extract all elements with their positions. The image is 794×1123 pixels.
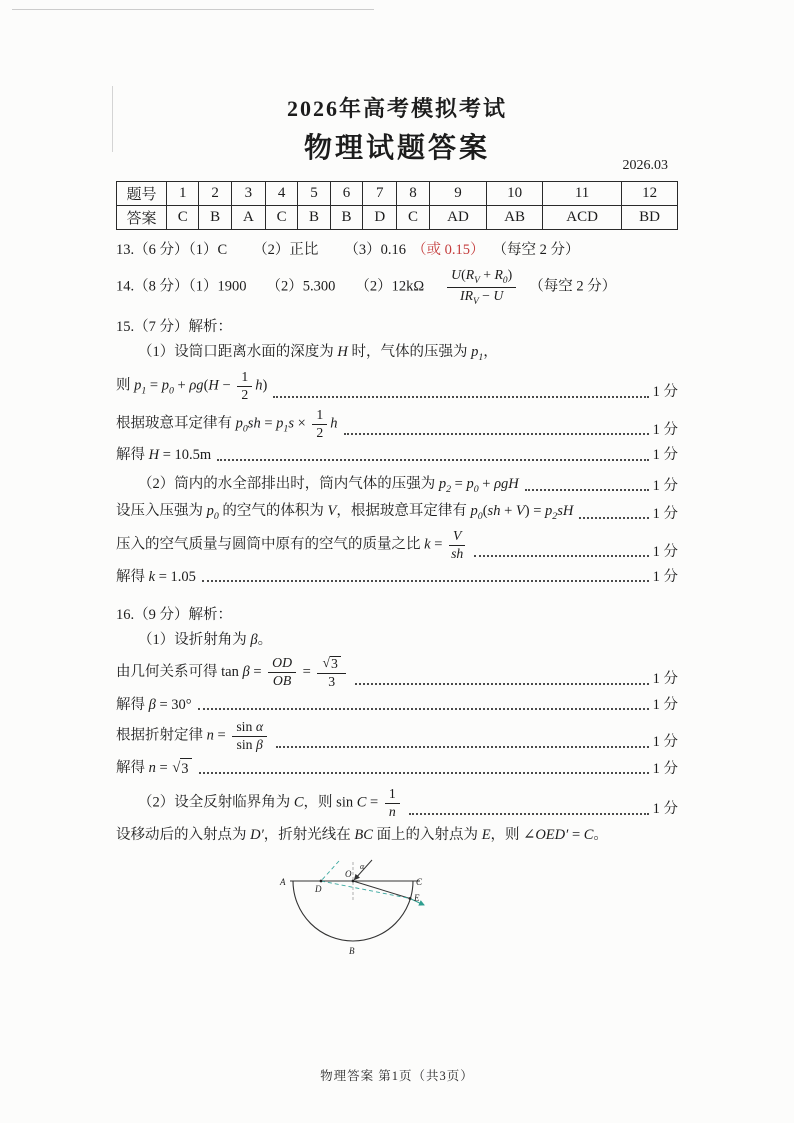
subscript: 0 (502, 276, 508, 287)
q14-line (116, 268, 678, 307)
exam-title: 2026年高考模拟考试 (286, 96, 507, 121)
math-variable: sh (451, 546, 464, 562)
scan-artifact-top-line (12, 9, 374, 10)
text: 根据折射定律 (116, 727, 207, 744)
text: 解得 (116, 696, 149, 713)
numerator (312, 408, 327, 425)
subscript: 0 (242, 423, 248, 435)
math-variable: R (465, 267, 475, 283)
text: = (299, 663, 315, 680)
dot-leader (525, 489, 649, 491)
text: 则 (116, 377, 135, 394)
answer-cell: B (199, 206, 231, 230)
question-number-cell: 10 (487, 182, 543, 206)
text: （1）设折射角为 (138, 632, 251, 649)
math-variable: h (330, 415, 338, 432)
shifted-refracted-ray-DE-dashed (321, 881, 410, 899)
answer-content (116, 181, 678, 962)
math-variable: V (327, 503, 337, 520)
question-number-cell: 5 (298, 182, 330, 206)
text: 3 (328, 673, 336, 689)
text: 的空气的体积为 (218, 503, 328, 520)
score-label: 1 分 (652, 696, 678, 713)
text: 2 (241, 386, 249, 402)
math-variable: OB (272, 673, 292, 689)
dot-leader (198, 708, 649, 710)
math-variable: sh (487, 503, 501, 520)
q16-1-setup (116, 630, 678, 650)
q13-line (116, 240, 678, 260)
q16-snell (116, 720, 678, 753)
answer-row (117, 206, 678, 230)
math-variable: β (250, 632, 258, 649)
answer-cell: A (231, 206, 265, 230)
text: （2）正比 (253, 242, 319, 258)
math-variable: β (242, 663, 250, 680)
text: 。 (593, 826, 608, 843)
math-variable: R (494, 267, 503, 283)
text: × (293, 415, 310, 432)
q15-header (116, 317, 678, 337)
text: 1 (316, 406, 324, 422)
denominator (273, 673, 291, 689)
subscript: 1 (283, 423, 289, 435)
text: 解得 (116, 447, 149, 464)
text: 根据玻意耳定律有 (116, 415, 236, 432)
optics-diagram-svg (268, 859, 468, 957)
text: = (146, 377, 162, 394)
subscript: V (473, 296, 479, 307)
label-alpha: α (360, 861, 365, 871)
denominator (328, 674, 335, 690)
math-variable: H (337, 344, 348, 361)
numerator (237, 370, 252, 387)
text: 1 (241, 368, 249, 384)
fraction (232, 720, 267, 753)
text: ) = (524, 503, 546, 520)
text: = (260, 415, 277, 432)
fraction (312, 408, 327, 441)
question-number-cell: 3 (231, 182, 265, 206)
line-content (116, 695, 192, 715)
text: ， (483, 344, 498, 361)
q15-ratio (116, 529, 678, 562)
denominator (316, 425, 323, 441)
denominator (451, 546, 463, 562)
math-variable: C (356, 794, 367, 811)
subscript: 0 (168, 385, 174, 397)
text: 。 (257, 632, 273, 649)
line-content (116, 605, 232, 625)
text: （1）设筒口距离水面的深度为 (138, 344, 338, 361)
text: ( (461, 267, 466, 283)
line-content (116, 720, 270, 753)
answer-table-body (117, 182, 678, 230)
radicand (180, 758, 191, 779)
text: + (478, 475, 495, 492)
math-variable: OED′ (535, 826, 569, 843)
point-E-dot (409, 897, 412, 900)
text: 设压入压强为 (116, 503, 207, 520)
text: ，折射光线在 (263, 826, 355, 843)
score-label: 1 分 (652, 760, 678, 777)
math-variable: h (255, 377, 263, 394)
point-O-dot (352, 880, 355, 883)
text: 2 (316, 424, 324, 440)
text: = (213, 727, 230, 744)
q15-eq-p1 (116, 370, 678, 403)
optics-figure (268, 859, 468, 962)
dot-leader (276, 746, 649, 748)
dot-leader (409, 813, 649, 815)
fraction (268, 656, 296, 689)
denominator (460, 288, 503, 307)
answer-cell: BD (622, 206, 678, 230)
dot-leader (202, 580, 649, 582)
numerator (385, 787, 400, 804)
math-variable: sH (557, 503, 574, 520)
math-variable: p (235, 415, 243, 432)
q16-2-moved (116, 825, 678, 845)
line-content (138, 787, 403, 820)
text: ，则 sin (303, 794, 357, 811)
line-content (116, 501, 573, 524)
subscript: 2 (552, 511, 558, 523)
question-number-cell: 9 (429, 182, 487, 206)
text: 1 (388, 785, 396, 801)
answer-cell: AB (487, 206, 543, 230)
question-number-cell: 6 (330, 182, 362, 206)
numerator (447, 268, 516, 288)
line-content (116, 240, 580, 260)
text: + (173, 377, 190, 394)
text: （2）12kΩ (355, 278, 425, 295)
text: ，根据玻意耳定律有 (336, 503, 471, 520)
square-root (322, 656, 340, 672)
score-label: 1 分 (652, 568, 678, 585)
text: = 1.05 (155, 568, 196, 585)
math-variable: U (451, 267, 462, 283)
dot-leader (344, 433, 649, 435)
content-lines (116, 240, 678, 845)
score-label: 1 分 (652, 801, 678, 818)
subscript: 1 (478, 352, 484, 364)
q16-n (116, 758, 678, 779)
line-content (138, 630, 272, 650)
text: 面上的入射点为 (372, 826, 482, 843)
math-variable: H (148, 447, 160, 464)
dot-leader (199, 772, 649, 774)
numerator (317, 656, 345, 674)
radicand (330, 656, 341, 672)
text: 3 (181, 760, 189, 777)
answer-cell: D (363, 206, 397, 230)
math-variable: α (255, 718, 264, 734)
text: 16.（9 分）解析： (116, 607, 232, 624)
text: （2）5.300 (266, 278, 336, 295)
score-label: 1 分 (652, 422, 678, 439)
question-number-cell: 7 (363, 182, 397, 206)
math-variable: β (148, 696, 156, 713)
answer-cell: ACD (543, 206, 622, 230)
question-number-cell: 11 (543, 182, 622, 206)
answer-cell: C (265, 206, 297, 230)
math-variable: D′ (250, 826, 264, 843)
math-variable: p (161, 377, 169, 394)
subscript: 0 (473, 483, 479, 495)
text: + (500, 503, 516, 520)
text: 解得 (116, 568, 149, 585)
fraction (237, 370, 252, 403)
math-variable: C (583, 826, 594, 843)
question-number-cell: 2 (199, 182, 231, 206)
text: ) (262, 377, 268, 394)
math-variable: p (206, 503, 214, 520)
text: − (478, 288, 494, 304)
question-number-cell: 4 (265, 182, 297, 206)
shifted-incident-ray-dashed (321, 861, 339, 881)
text: 压入的空气质量与圆筒中原有的空气的质量之比 (116, 536, 425, 553)
math-variable: IR (460, 288, 474, 304)
fraction (317, 656, 345, 690)
score-label: 1 分 (652, 734, 678, 751)
text: （3）0.16 (344, 242, 407, 258)
q16-header (116, 605, 678, 625)
math-variable: k (148, 568, 156, 585)
math-variable: ρg (189, 377, 204, 394)
text: （2）设全反射临界角为 (138, 794, 294, 811)
text: （每空 2 分） (529, 278, 617, 295)
line-content (116, 268, 616, 307)
line-content (116, 567, 196, 587)
math-variable: sh (247, 415, 261, 432)
dot-leader (355, 683, 649, 685)
text: = 30° (155, 696, 192, 713)
text: ) (507, 267, 513, 283)
square-root (172, 758, 191, 779)
text: 解得 (116, 759, 149, 776)
dot-leader (474, 555, 648, 557)
answer-table (116, 181, 678, 230)
q15-solve-H (116, 445, 678, 465)
q16-beta (116, 695, 678, 715)
question-number-row (117, 182, 678, 206)
text: 3 (331, 655, 338, 671)
fraction (447, 268, 516, 307)
math-variable: p (471, 344, 479, 361)
text: + (479, 267, 495, 283)
score-label: 1 分 (652, 447, 678, 464)
subscript: V (474, 276, 480, 287)
fraction (385, 787, 400, 820)
red-alternate-answer: （或 0.15） (412, 242, 485, 258)
line-content (116, 370, 267, 403)
subscript: 0 (477, 511, 483, 523)
answer-cell: B (298, 206, 330, 230)
math-variable: BC (354, 826, 373, 843)
numerator (449, 529, 465, 546)
q15-2-boyle2 (116, 501, 678, 524)
score-label: 1 分 (652, 543, 678, 560)
denominator (241, 387, 248, 403)
text: 15.（7 分）解析： (116, 318, 232, 335)
scan-artifact-left-line (112, 86, 113, 152)
radical-sign: √ (172, 759, 181, 776)
numerator (232, 720, 267, 737)
dot-leader (217, 459, 648, 461)
text: sin (236, 736, 257, 752)
q15-solve-k (116, 567, 678, 587)
text: 时，气体的压强为 (347, 344, 472, 361)
text: 由几何关系可得 tan (116, 663, 243, 680)
score-label: 1 分 (652, 478, 678, 495)
math-variable: p (276, 415, 284, 432)
text: = (451, 475, 467, 492)
answer-cell: C (397, 206, 429, 230)
score-label: 1 分 (652, 671, 678, 688)
text: = (155, 759, 172, 776)
fraction (449, 529, 465, 562)
text: = (366, 794, 382, 811)
text: = (568, 826, 584, 843)
question-number-cell: 1 (167, 182, 199, 206)
question-number-cell: 12 (622, 182, 678, 206)
score-label: 1 分 (652, 505, 678, 522)
math-variable: OD (272, 655, 293, 671)
answer-cell: AD (429, 206, 487, 230)
text: − (218, 377, 235, 394)
text: （2）筒内的水全部排出时，筒内气体的压强为 (138, 475, 439, 492)
line-content (116, 445, 211, 465)
page-footer: 物理答案 第1页（共3页） (320, 1069, 474, 1083)
line-content (116, 408, 338, 441)
label-C: C (416, 876, 423, 887)
math-variable: p (470, 503, 478, 520)
page-title: 物理试题答案 (303, 133, 490, 164)
question-number-cell: 8 (397, 182, 429, 206)
text: ( (203, 377, 209, 394)
denominator (237, 737, 263, 753)
row-label-cell: 题号 (117, 182, 167, 206)
dot-leader (273, 396, 648, 398)
line-content (138, 342, 498, 365)
line-content (138, 474, 519, 497)
line-content (116, 317, 232, 337)
label-D: D (315, 883, 322, 894)
exam-date: 2026.03 (622, 158, 668, 173)
answer-cell: C (167, 206, 199, 230)
math-variable: p (438, 475, 447, 492)
math-variable: ρgH (494, 475, 519, 492)
math-variable: s (288, 415, 294, 432)
line-content (116, 825, 608, 845)
text: = (430, 536, 446, 553)
radical-sign: √ (322, 654, 331, 670)
q15-2-p2 (116, 474, 678, 497)
math-variable: p (134, 377, 142, 394)
math-variable: β (256, 736, 263, 752)
text: = (249, 663, 266, 680)
label-E: E (414, 892, 420, 903)
math-variable: k (424, 536, 431, 553)
math-variable: V (453, 528, 462, 544)
q15-1-setup (116, 342, 678, 365)
q16-tan (116, 656, 678, 690)
subscript: 0 (213, 511, 219, 523)
text: sin (236, 718, 256, 734)
dot-leader (579, 517, 648, 519)
math-variable: H (208, 377, 219, 394)
text: ，则 ∠ (490, 826, 536, 843)
line-content (116, 529, 468, 562)
text: 13.（6 分）（1）C (116, 242, 228, 258)
text: （每空 2 分） (492, 242, 580, 258)
math-variable: U (493, 288, 504, 304)
numerator (268, 656, 296, 673)
text: = 10.5m (159, 447, 212, 464)
denominator (389, 804, 396, 820)
subscript: 2 (446, 483, 452, 495)
label-B: B (349, 945, 355, 956)
text: 设移动后的入射点为 (116, 826, 251, 843)
q16-2-critical (116, 787, 678, 820)
math-variable: n (206, 727, 214, 744)
line-content (116, 656, 349, 690)
math-variable: p (466, 475, 474, 492)
label-O: O (345, 868, 352, 879)
line-content (116, 758, 193, 779)
math-variable: C (293, 794, 304, 811)
label-A: A (280, 876, 286, 887)
refracted-ray-OE (353, 881, 410, 899)
math-variable: n (148, 759, 156, 776)
q15-eq-boyle1 (116, 408, 678, 441)
math-variable: p (545, 503, 553, 520)
math-variable: E (481, 826, 491, 843)
math-variable: V (515, 503, 525, 520)
text: 14.（8 分）（1）1900 (116, 278, 247, 295)
answer-cell: B (330, 206, 362, 230)
score-label: 1 分 (652, 384, 678, 401)
point-D-dot (320, 880, 323, 883)
math-variable: n (388, 803, 396, 819)
subscript: 1 (141, 385, 147, 397)
row-label-cell: 答案 (117, 206, 167, 230)
text: ( (482, 503, 488, 520)
